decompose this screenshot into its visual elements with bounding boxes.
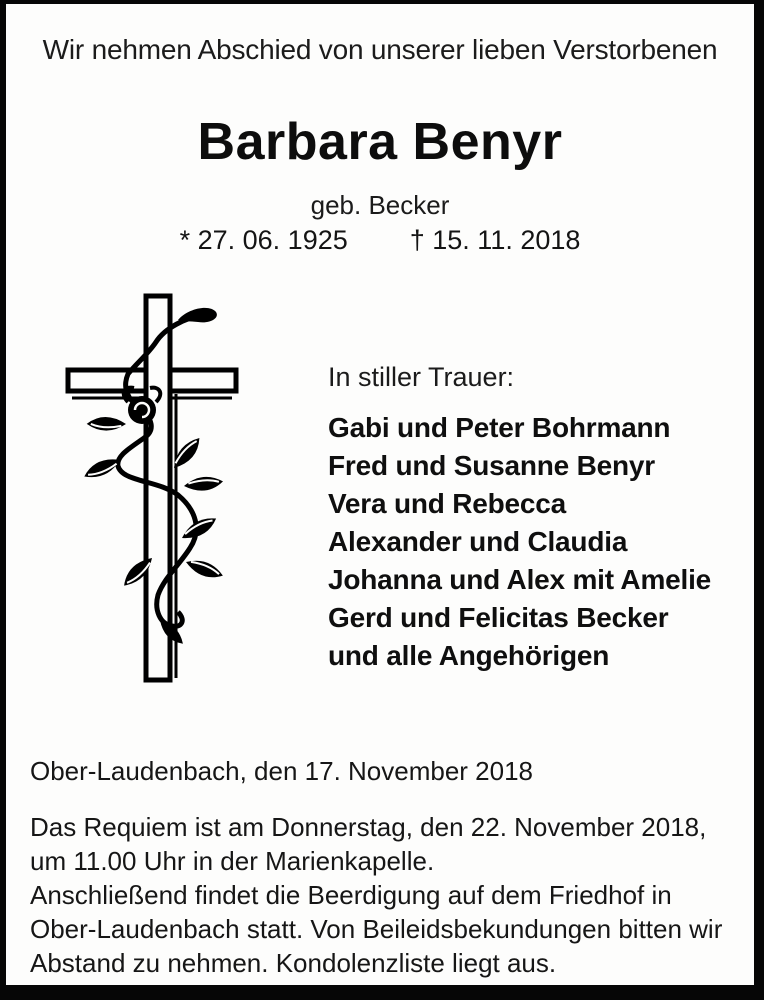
mourner-line: Vera und Rebecca [328,488,567,519]
mourner-line: Johanna und Alex mit Amelie [328,564,712,595]
place-and-date-line: Ober-Laudenbach, den 17. November 2018 [30,756,534,786]
mourners-list [328,409,711,675]
mourner-line: Gabi und Peter Bohrmann [328,412,671,443]
mourner-line: Fred und Susanne Benyr [328,450,655,481]
maiden-name: geb. Becker [310,190,450,220]
mourner-line: Gerd und Felicitas Becker [328,602,669,633]
cross-rose-vine-icon [60,290,245,690]
life-dates [6,225,754,256]
birth-date: * 27. 06. 1925 [179,225,348,255]
details-line: Anschließend findet die Beerdigung auf dem Friedhof in [30,880,672,910]
mourner-line: Alexander und Claudia [328,526,628,557]
deceased-name: Barbara Benyr [197,113,563,171]
details-line: Das Requiem ist am Donnerstag, den 22. November 2018, [30,812,707,842]
details-line: Abstand zu nehmen. Kondolenzliste liegt aus. [30,948,557,978]
death-date: † 15. 11. 2018 [409,225,581,255]
details-line: um 11.00 Uhr in der Marienkapelle. [30,846,435,876]
mourner-line: und alle Angehörigen [328,640,610,671]
funeral-details [30,810,730,980]
obituary-notice [6,4,754,985]
mourning-intro: In stiller Trauer: [328,362,515,392]
farewell-intro-line: Wir nehmen Abschied von unserer lieben Verstorbenen [42,34,718,65]
details-line: Ober-Laudenbach statt. Von Beileidsbekundungen bitten wir [30,914,723,944]
mourning-section [328,362,711,675]
